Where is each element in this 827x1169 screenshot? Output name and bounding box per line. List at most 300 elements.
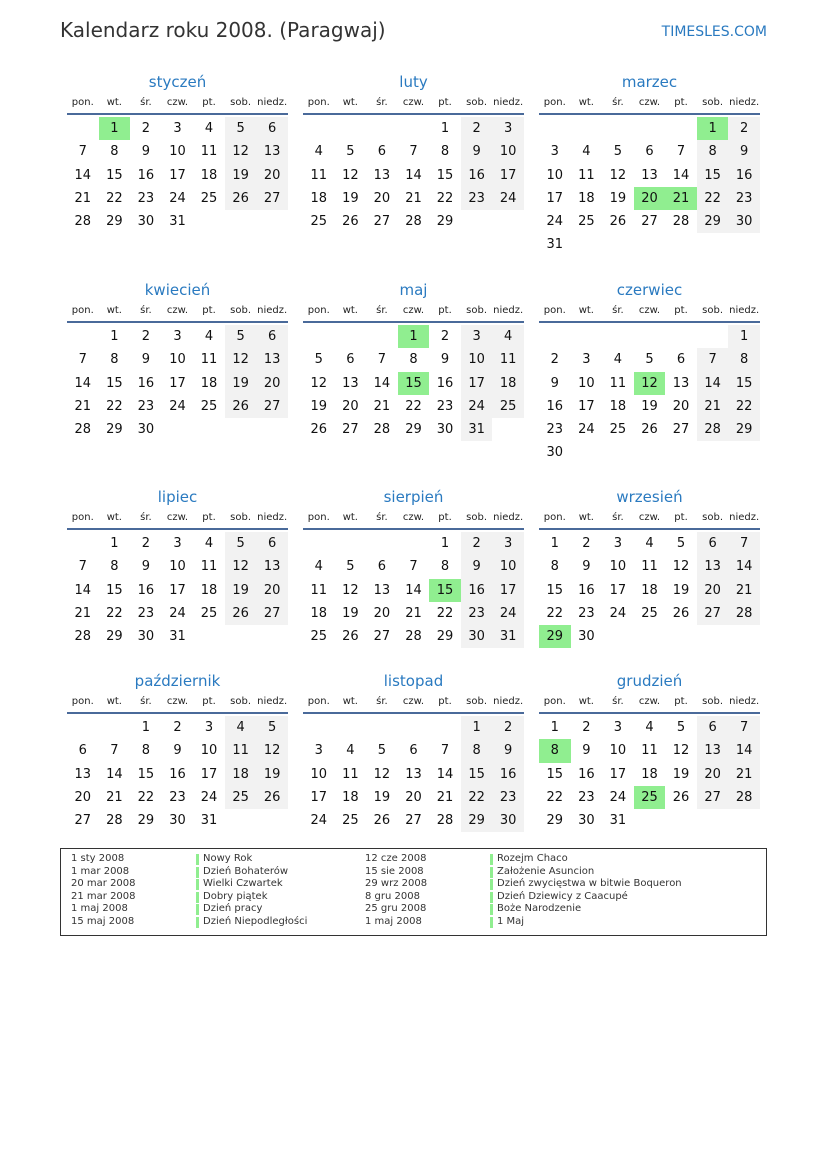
weekday-label: pon. — [543, 512, 566, 523]
day-cell: 22 — [106, 605, 123, 621]
holiday-day-cell: 21 — [665, 187, 697, 210]
day-cell: 13 — [256, 555, 288, 578]
day-cell: 6 — [256, 117, 288, 140]
weekday-label: niedz. — [729, 97, 760, 108]
day-cell: 17 — [609, 766, 627, 782]
day-cell: 21 — [106, 789, 123, 805]
day-cell: 27 — [672, 422, 690, 438]
day-cell: 1 — [728, 325, 760, 348]
day-cell: 31 — [546, 237, 564, 253]
month-10 — [303, 670, 524, 832]
weekday-label: pt. — [438, 305, 452, 316]
weekday-label: czw. — [638, 305, 661, 316]
day-cell: 17 — [169, 582, 186, 598]
day-cell: 14 — [436, 766, 454, 782]
month-5 — [539, 279, 760, 465]
day-cell: 18 — [310, 605, 328, 621]
weekday-label: pon. — [543, 97, 566, 108]
day-cell: 20 — [256, 164, 288, 187]
weekday-label: śr. — [140, 305, 152, 316]
day-cell: 30 — [461, 625, 493, 648]
weekday-label: śr. — [376, 512, 388, 523]
day-cell: 9 — [173, 743, 182, 759]
day-cell: 17 — [492, 579, 524, 602]
day-cell: 12 — [310, 375, 328, 391]
empty-cell — [67, 532, 99, 555]
day-cell: 4 — [645, 536, 654, 551]
day-cell: 10 — [492, 140, 524, 163]
weekday-label: niedz. — [493, 305, 524, 316]
day-cell: 18 — [200, 375, 218, 391]
day-cell: 10 — [169, 559, 186, 575]
day-cell: 26 — [641, 422, 658, 438]
day-cell: 16 — [169, 766, 186, 782]
day-cell: 16 — [578, 766, 595, 782]
holiday-date: 29 wrz 2008 — [365, 878, 428, 889]
day-cell: 10 — [461, 348, 493, 371]
empty-cell — [67, 325, 99, 348]
day-cell: 16 — [436, 375, 454, 391]
empty-cell — [303, 716, 335, 739]
weekday-label: sob. — [230, 696, 252, 707]
day-cell: 9 — [141, 144, 151, 160]
empty-cell — [67, 117, 99, 140]
day-cell: 21 — [74, 190, 92, 206]
day-cell: 18 — [200, 582, 218, 598]
holiday-name: Dzień zwycięstwa w bitwie Boqueron — [497, 878, 682, 889]
day-cell: 7 — [78, 352, 87, 368]
day-cell: 19 — [342, 190, 359, 206]
day-cell: 15 — [728, 372, 760, 395]
day-cell: 20 — [373, 190, 391, 206]
empty-cell — [335, 325, 367, 348]
day-cell: 29 — [405, 422, 422, 438]
day-cell: 28 — [697, 418, 729, 441]
day-cell: 2 — [141, 536, 151, 551]
brand-link[interactable]: TIMESLES.COM — [661, 24, 767, 40]
day-cell: 21 — [74, 398, 92, 414]
day-cell: 12 — [256, 739, 288, 762]
day-cell: 21 — [728, 763, 760, 786]
day-cell: 6 — [697, 716, 729, 739]
day-cell: 27 — [373, 214, 391, 230]
day-cell: 24 — [492, 602, 524, 625]
weekday-header — [539, 692, 760, 714]
day-cell: 11 — [200, 559, 218, 575]
month-1 — [303, 71, 524, 233]
holiday-marker — [490, 892, 493, 903]
weekday-label: pon. — [543, 696, 566, 707]
day-cell: 25 — [225, 786, 257, 809]
holiday-day-cell: 12 — [634, 372, 666, 395]
day-cell: 11 — [492, 348, 524, 371]
holiday-marker — [196, 867, 199, 878]
weekday-header — [303, 692, 524, 714]
weekday-label: sob. — [702, 305, 724, 316]
month-11 — [539, 670, 760, 832]
day-cell: 14 — [74, 582, 92, 598]
day-cell: 22 — [697, 187, 729, 210]
weekday-label: pt. — [674, 512, 688, 523]
day-cell: 2 — [492, 716, 524, 739]
day-cell: 7 — [110, 743, 119, 759]
day-cell: 11 — [609, 375, 627, 391]
month-3 — [67, 279, 288, 441]
weekday-label: sob. — [466, 696, 488, 707]
holiday-date: 20 mar 2008 — [71, 878, 136, 889]
days-grid — [67, 532, 288, 648]
day-cell: 15 — [106, 167, 123, 183]
weekday-header — [303, 301, 524, 323]
empty-cell — [398, 532, 430, 555]
empty-cell — [697, 325, 729, 348]
day-cell: 20 — [697, 579, 729, 602]
month-name: sierpień — [383, 488, 444, 506]
day-cell: 3 — [613, 720, 623, 735]
day-cell: 2 — [582, 720, 591, 735]
day-cell: 11 — [200, 352, 218, 368]
day-cell: 19 — [225, 372, 257, 395]
day-cell: 8 — [461, 739, 493, 762]
day-cell: 5 — [256, 716, 288, 739]
day-cell: 4 — [225, 716, 257, 739]
weekday-label: sob. — [230, 97, 252, 108]
day-cell: 28 — [728, 786, 760, 809]
day-cell: 23 — [461, 187, 493, 210]
weekday-label: sob. — [466, 305, 488, 316]
page-title: Kalendarz roku 2008. (Paragwaj) — [60, 18, 386, 42]
holiday-day-cell: 20 — [634, 187, 666, 210]
holiday-name: Dzień Niepodległości — [203, 915, 308, 927]
days-grid — [539, 325, 760, 465]
day-cell: 22 — [436, 190, 454, 206]
day-cell: 23 — [578, 789, 595, 805]
day-cell: 16 — [461, 164, 493, 187]
day-cell: 26 — [672, 605, 690, 621]
empty-cell — [398, 117, 430, 140]
day-cell: 20 — [256, 579, 288, 602]
day-cell: 3 — [613, 536, 623, 551]
weekday-header — [67, 93, 288, 115]
day-cell: 30 — [137, 422, 155, 438]
day-cell: 26 — [256, 786, 288, 809]
weekday-label: niedz. — [729, 512, 760, 523]
day-cell: 5 — [314, 352, 323, 368]
day-cell: 13 — [405, 766, 422, 782]
holiday-date: 1 mar 2008 — [71, 865, 130, 877]
day-cell: 10 — [578, 375, 595, 391]
day-cell: 5 — [676, 720, 686, 735]
day-cell: 12 — [342, 167, 359, 183]
weekday-label: niedz. — [493, 512, 524, 523]
day-cell: 30 — [169, 813, 186, 829]
month-name: styczeń — [148, 73, 207, 91]
month-name: kwiecień — [144, 281, 211, 299]
day-cell: 18 — [342, 789, 359, 805]
weekday-label: wt. — [578, 97, 594, 108]
weekday-label: wt. — [106, 305, 122, 316]
day-cell: 31 — [200, 813, 218, 829]
day-cell: 18 — [310, 190, 328, 206]
weekday-label: niedz. — [257, 305, 288, 316]
holiday-marker — [196, 917, 199, 928]
day-cell: 30 — [546, 445, 564, 461]
day-cell: 18 — [200, 167, 218, 183]
holiday-day-cell: 1 — [697, 117, 729, 140]
day-cell: 25 — [200, 398, 218, 414]
day-cell: 5 — [645, 352, 654, 368]
day-cell: 11 — [641, 743, 658, 759]
day-cell: 15 — [697, 164, 729, 187]
day-cell: 31 — [169, 214, 186, 230]
weekday-label: sob. — [230, 512, 252, 523]
weekday-label: niedz. — [257, 696, 288, 707]
day-cell: 11 — [310, 582, 328, 598]
day-cell: 2 — [728, 117, 760, 140]
empty-cell — [67, 716, 99, 739]
day-cell: 29 — [106, 422, 123, 438]
day-cell: 28 — [106, 813, 123, 829]
holiday-name: Nowy Rok — [203, 853, 253, 864]
day-cell: 24 — [492, 187, 524, 210]
day-cell: 17 — [492, 164, 524, 187]
day-cell: 25 — [310, 629, 328, 645]
day-cell: 22 — [546, 789, 564, 805]
day-cell: 27 — [74, 813, 92, 829]
day-cell: 12 — [225, 348, 257, 371]
day-cell: 15 — [546, 766, 564, 782]
days-grid — [539, 117, 760, 257]
weekday-label: niedz. — [729, 305, 760, 316]
day-cell: 28 — [74, 629, 92, 645]
day-cell: 14 — [728, 555, 760, 578]
weekday-label: pon. — [71, 305, 94, 316]
empty-cell — [366, 325, 398, 348]
day-cell: 28 — [74, 214, 92, 230]
empty-cell — [539, 325, 571, 348]
day-cell: 8 — [697, 140, 729, 163]
weekday-label: wt. — [342, 512, 358, 523]
day-cell: 15 — [436, 167, 454, 183]
day-cell: 26 — [342, 214, 359, 230]
day-cell: 3 — [582, 352, 591, 368]
weekday-label: pt. — [202, 696, 216, 707]
day-cell: 2 — [173, 720, 182, 735]
day-cell: 4 — [492, 325, 524, 348]
day-cell: 9 — [141, 352, 151, 368]
day-cell: 6 — [256, 325, 288, 348]
holiday-day-cell: 25 — [634, 786, 666, 809]
day-cell: 13 — [697, 739, 729, 762]
day-cell: 1 — [461, 716, 493, 739]
day-cell: 26 — [225, 395, 257, 418]
weekday-label: pt. — [674, 97, 688, 108]
day-cell: 9 — [550, 375, 559, 391]
day-cell: 3 — [492, 532, 524, 555]
day-cell: 8 — [440, 144, 450, 160]
day-cell: 4 — [314, 559, 323, 575]
empty-cell — [571, 117, 603, 140]
day-cell: 6 — [346, 352, 355, 368]
day-cell: 30 — [578, 629, 595, 645]
day-cell: 28 — [436, 813, 454, 829]
day-cell: 23 — [169, 789, 186, 805]
holiday-day-cell: 1 — [99, 117, 131, 140]
holiday-day-cell: 29 — [539, 625, 571, 648]
weekday-label: czw. — [638, 512, 661, 523]
weekday-label: pon. — [307, 305, 330, 316]
empty-cell — [366, 532, 398, 555]
day-cell: 7 — [697, 348, 729, 371]
day-cell: 27 — [256, 187, 288, 210]
weekday-header — [539, 93, 760, 115]
day-cell: 9 — [141, 559, 151, 575]
day-cell: 4 — [204, 536, 214, 551]
weekday-label: pt. — [202, 305, 216, 316]
day-cell: 2 — [461, 117, 493, 140]
day-cell: 8 — [728, 348, 760, 371]
weekday-label: śr. — [140, 696, 152, 707]
day-cell: 11 — [225, 739, 257, 762]
day-cell: 23 — [728, 187, 760, 210]
holiday-name: Wielki Czwartek — [203, 878, 283, 889]
day-cell: 7 — [78, 559, 87, 575]
day-cell: 18 — [225, 763, 257, 786]
day-cell: 8 — [440, 559, 450, 575]
weekday-label: pt. — [438, 512, 452, 523]
day-cell: 19 — [225, 579, 257, 602]
day-cell: 26 — [225, 187, 257, 210]
month-7 — [303, 486, 524, 648]
empty-cell — [303, 325, 335, 348]
day-cell: 17 — [546, 190, 564, 206]
day-cell: 22 — [106, 398, 123, 414]
day-cell: 23 — [461, 602, 493, 625]
day-cell: 5 — [377, 743, 387, 759]
day-cell: 2 — [550, 352, 559, 368]
weekday-label: wt. — [106, 97, 122, 108]
day-cell: 20 — [672, 398, 690, 414]
month-name: październik — [134, 672, 221, 690]
day-cell: 17 — [169, 167, 186, 183]
holiday-marker — [490, 867, 493, 878]
day-cell: 9 — [440, 352, 450, 368]
day-cell: 14 — [697, 372, 729, 395]
holiday-day-cell: 15 — [429, 579, 461, 602]
month-8 — [539, 486, 760, 648]
empty-cell — [303, 532, 335, 555]
day-cell: 8 — [409, 352, 418, 368]
day-cell: 6 — [256, 532, 288, 555]
weekday-label: sob. — [702, 512, 724, 523]
weekday-label: niedz. — [257, 512, 288, 523]
day-cell: 9 — [582, 559, 591, 575]
weekday-label: pt. — [438, 696, 452, 707]
day-cell: 28 — [672, 214, 690, 230]
day-cell: 26 — [342, 629, 359, 645]
day-cell: 23 — [137, 398, 155, 414]
holiday-day-cell: 1 — [398, 325, 430, 348]
day-cell: 30 — [137, 629, 155, 645]
day-cell: 17 — [169, 375, 186, 391]
day-cell: 24 — [461, 395, 493, 418]
day-cell: 12 — [672, 559, 690, 575]
day-cell: 6 — [78, 743, 87, 759]
holiday-name: Dobry piątek — [203, 890, 268, 902]
day-cell: 15 — [546, 582, 564, 598]
empty-cell — [602, 325, 634, 348]
day-cell: 18 — [578, 190, 595, 206]
day-cell: 26 — [310, 422, 328, 438]
day-cell: 8 — [141, 743, 151, 759]
day-cell: 15 — [137, 766, 155, 782]
day-cell: 10 — [609, 559, 627, 575]
weekday-label: wt. — [578, 696, 594, 707]
day-cell: 3 — [550, 144, 559, 160]
weekday-label: sob. — [466, 97, 488, 108]
day-cell: 30 — [578, 813, 595, 829]
day-cell: 26 — [672, 789, 690, 805]
day-cell: 20 — [256, 372, 288, 395]
day-cell: 24 — [609, 789, 627, 805]
day-cell: 19 — [641, 398, 658, 414]
weekday-label: wt. — [342, 97, 358, 108]
empty-cell — [602, 117, 634, 140]
weekday-label: czw. — [638, 696, 661, 707]
holiday-date: 8 gru 2008 — [365, 890, 420, 902]
weekday-label: czw. — [638, 97, 661, 108]
weekday-label: wt. — [578, 305, 594, 316]
holiday-date: 15 sie 2008 — [365, 865, 424, 877]
days-grid — [303, 325, 524, 441]
days-grid — [67, 325, 288, 441]
weekday-label: pt. — [438, 97, 452, 108]
holiday-legend — [60, 848, 767, 936]
day-cell: 21 — [405, 190, 422, 206]
day-cell: 22 — [137, 789, 155, 805]
day-cell: 29 — [106, 629, 123, 645]
day-cell: 16 — [492, 763, 524, 786]
weekday-label: pon. — [71, 512, 94, 523]
month-9 — [67, 670, 288, 832]
holiday-date: 1 sty 2008 — [71, 853, 125, 864]
day-cell: 13 — [672, 375, 690, 391]
day-cell: 24 — [169, 398, 186, 414]
month-name: lipiec — [157, 488, 198, 506]
weekday-label: śr. — [612, 696, 624, 707]
day-cell: 22 — [436, 605, 454, 621]
day-cell: 3 — [173, 121, 182, 136]
day-cell: 14 — [74, 375, 92, 391]
day-cell: 6 — [409, 743, 418, 759]
day-cell: 3 — [173, 536, 182, 551]
weekday-header — [303, 93, 524, 115]
holiday-date: 1 maj 2008 — [365, 915, 422, 927]
day-cell: 1 — [440, 121, 450, 136]
day-cell: 7 — [728, 716, 760, 739]
day-cell: 17 — [609, 582, 627, 598]
month-name: marzec — [621, 73, 678, 91]
weekday-label: czw. — [402, 97, 425, 108]
holiday-date: 1 maj 2008 — [71, 903, 128, 914]
day-cell: 27 — [641, 214, 658, 230]
weekday-label: niedz. — [257, 97, 288, 108]
day-cell: 12 — [225, 555, 257, 578]
days-grid — [67, 117, 288, 233]
day-cell: 5 — [613, 144, 623, 160]
empty-cell — [366, 117, 398, 140]
day-cell: 14 — [672, 167, 690, 183]
